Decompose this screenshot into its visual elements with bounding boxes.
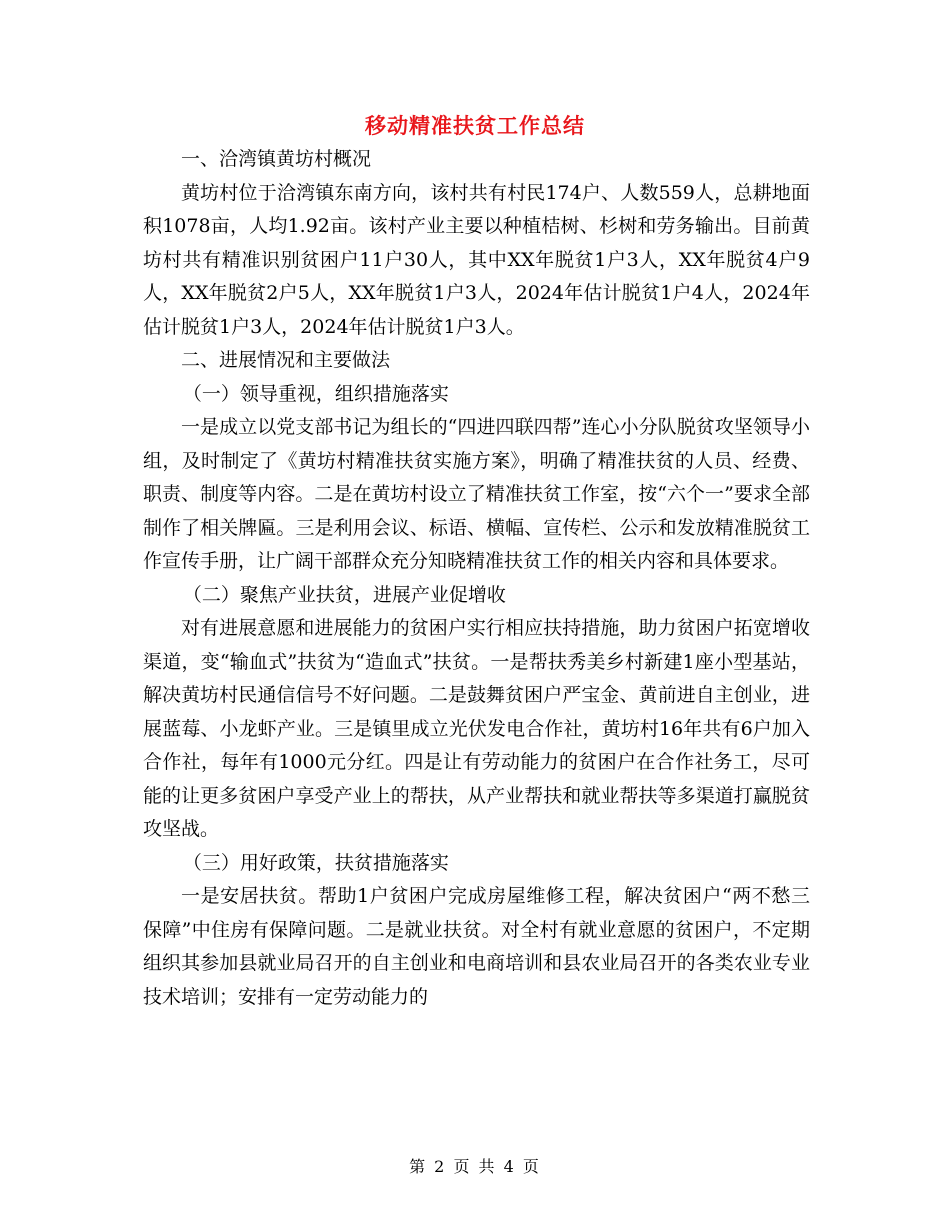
- paragraph-leadership: 一是成立以党支部书记为组长的“四进四联四帮”连心小分队脱贫攻坚领导小组，及时制定了《黄坊村精准扶贫实施方案》，明确了精准扶贫的人员、经费、职责、制度等内容。二是在黄坊村设立了精准扶贫工作室，按“六个一”要求全部制作了相关牌匾。三是利用会议、标语、横幅、宣传栏、公示和发放精准脱贫工作宣传手册，让广阔干部群众充分知晓精准扶贫工作的相关内容和具体要求。: [143, 416, 810, 572]
- paragraph-industry: 对有进展意愿和进展能力的贫困户实行相应扶持措施，助力贫困户拓宽增收渠道，变“输血式”扶贫为“造血式”扶贫。一是帮扶秀美乡村新建1座小型基站，解决黄坊村民通信信号不好问题。二是鼓舞贫困户严宝金、黄前进自主创业，进展蓝莓、小龙虾产业。三是镇里成立光伏发电合作社，黄坊村16年共有6户加入合作社，每年有1000元分红。四是让有劳动能力的贫困户在合作社务工，尽可能的让更多贫困户享受产业上的帮扶，从产业帮扶和就业帮扶等多渠道打赢脱贫攻坚战。: [143, 617, 810, 840]
- document-title: 移动精准扶贫工作总结: [365, 113, 585, 138]
- paragraph-policy: 一是安居扶贫。帮助1户贫困户完成房屋维修工程，解决贫困户“两不愁三保障”中住房有保障问题。二是就业扶贫。对全村有就业意愿的贫困户，不定期组织其参加县就业局召开的自主创业和电商培训和县农业局召开的各类农业专业技术培训；安排有一定劳动能力的: [143, 885, 810, 1008]
- subsection-heading-3: （三）用好政策，扶贫措施落实: [182, 851, 449, 874]
- section-heading-1: 一、洽湾镇黄坊村概况: [181, 148, 372, 170]
- subsection-heading-1: （一）领导重视，组织措施落实: [182, 382, 449, 405]
- page-footer: 第 2 页 共 4 页: [409, 1157, 541, 1176]
- subsection-heading-2: （二）聚焦产业扶贫，进展产业促增收: [182, 583, 506, 606]
- section-heading-2: 二、进展情况和主要做法: [181, 349, 391, 371]
- document-body: [143, 143, 810, 1014]
- paragraph-village-overview: 黄坊村位于洽湾镇东南方向，该村共有村民174户、人数559人，总耕地面积1078亩，人均1.92亩。该村产业主要以种植桔树、杉树和劳务输出。目前黄坊村共有精准识别贫困户11户30人，其中XX年脱贫1户3人，XX年脱贫4户9人，XX年脱贫2户5人，XX年脱贫1户3人，2024年估计脱贫1户4人，2024年估计脱贫1户3人，2024年估计脱贫1户3人。: [143, 181, 810, 338]
